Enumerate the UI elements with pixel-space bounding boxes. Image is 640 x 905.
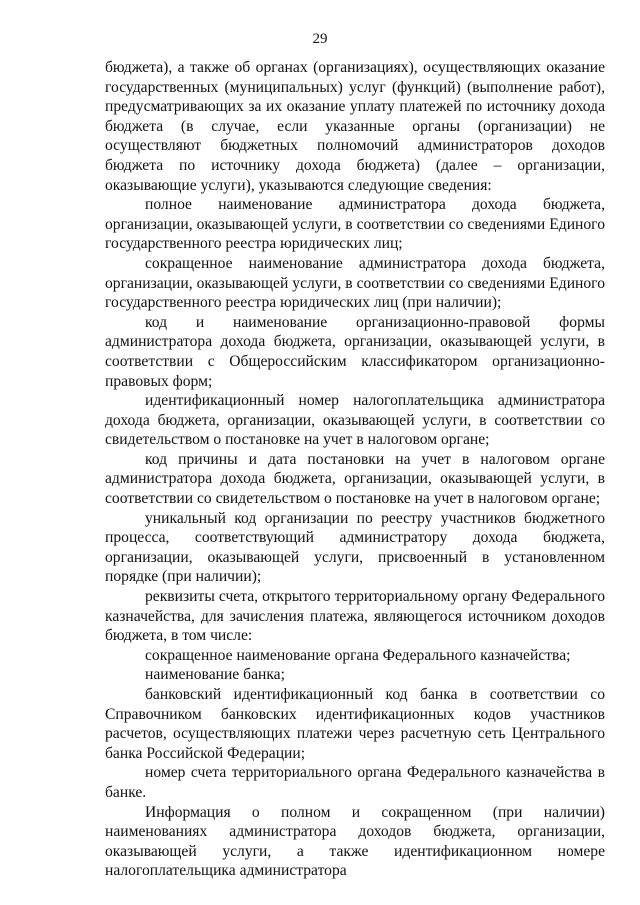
paragraph-treasury-name: сокращенное наименование органа Федерального казначейства; (145, 646, 571, 664)
paragraph-short-name: сокращенное наименование администратора дохода бюджета, организации, оказывающей услуги, в соответствии со сведениями Единого государственного реестра юридических лиц (при наличии); (105, 254, 605, 312)
paragraph-bank-name: наименование банка; (145, 666, 285, 684)
paragraph-legal-form: код и наименование организационно-правовой формы администратора дохода бюджета, организации, оказывающей услуги, в соответствии с Общероссийским классификатором организационно-правовых форм; (105, 313, 605, 390)
page-number: 29 (312, 31, 328, 47)
document-body (105, 58, 605, 881)
paragraph-account-details: реквизиты счета, открытого территориальному органу Федерального казначейства, для зачисления платежа, являющегося источником доходов бюджета, в том числе: (105, 588, 605, 645)
paragraph-full-name: полное наименование администратора дохода бюджета, организации, оказывающей услуги, в соответствии со сведениями Единого государственного реестра юридических лиц; (105, 196, 605, 253)
paragraph-intro: бюджета), а также об органах (организациях), осуществляющих оказание государственных (муниципальных) услуг (функций) (выполнение работ), предусматривающих за их оказание уплату платежей по источнику дохода бюджета (в случае, если указанные органы (организации) не осуществляют бюджетных полномочий администраторов доходов бюджета по источнику дохода бюджета) (далее – организации, оказывающие услуги), указываются следующие сведения: (105, 59, 605, 194)
paragraph-kpp: код причины и дата постановки на учет в налоговом органе администратора дохода бюджета, организации, оказывающей услуги, в соответствии со свидетельством о постановке на учет в налоговом органе; (105, 450, 605, 508)
paragraph-bik: банковский идентификационный код банка в соответствии со Справочником банковских идентификационных кодов участников расчетов, осуществляющих платежи через расчетную сеть Центрального банка Российской Федерации; (105, 686, 605, 762)
paragraph-account-number: номер счета территориального органа Федерального казначейства в банке. (105, 764, 605, 801)
paragraph-information: Информация о полном и сокращенном (при наличии) наименованиях администратора доходов бюджета, организации, оказывающей услуги, а также идентификационном номере налогоплательщика администратора (105, 803, 605, 880)
paragraph-unique-code: уникальный код организации по реестру участников бюджетного процесса, соответствующий администратору дохода бюджета, организации, оказывающей услуги, присвоенный в установленном порядке (при наличии); (105, 509, 605, 586)
paragraph-inn: идентификационный номер налогоплательщика администратора дохода бюджета, организации, оказывающей услуги, в соответствии со свидетельством о постановке на учет в налоговом органе; (105, 392, 605, 449)
